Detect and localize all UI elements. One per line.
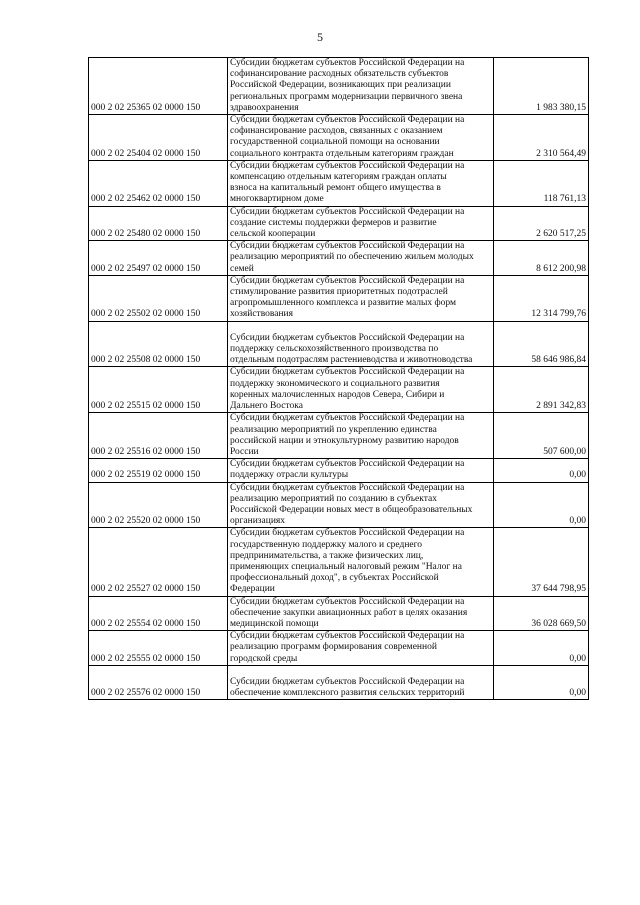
subsidy-description	[228, 459, 494, 482]
table-row	[89, 160, 589, 206]
description-line: реализацию мероприятий по укреплению единства	[230, 424, 437, 435]
description-line: хозяйствования	[230, 309, 293, 320]
subsidy-description	[228, 413, 494, 459]
amount: 0,00	[494, 459, 589, 482]
description-line: сельской кооперации	[230, 229, 316, 240]
table-row	[89, 58, 589, 115]
description-line: социального контракта отдельным категориям граждан	[230, 148, 454, 159]
subsidy-description	[228, 241, 494, 276]
description-line: обеспечение комплексного развития сельских территорий	[230, 688, 465, 699]
table-row	[89, 206, 589, 241]
budget-table	[88, 57, 589, 700]
description-line: агропромышленного комплекса и развитие малых форм	[230, 298, 457, 309]
amount: 0,00	[494, 631, 589, 666]
description-line: взноса на капитальный ремонт общего имущества в	[230, 183, 441, 194]
description-line: поддержку экономического и социального развития	[230, 378, 440, 389]
description-line	[230, 666, 491, 677]
description-line: Субсидии бюджетам субъектов Российской Федерации на	[230, 332, 465, 343]
amount: 507 600,00	[494, 413, 589, 459]
amount: 2 310 564,49	[494, 115, 589, 161]
description-line: Субсидии бюджетам субъектов Российской Федерации на	[230, 58, 465, 68]
subsidy-description	[228, 160, 494, 206]
description-line: Субсидии бюджетам субъектов Российской Федерации на	[230, 596, 465, 607]
description-line: региональных программ модернизации первичного звена	[230, 91, 463, 102]
budget-code: 000 2 02 25520 02 0000 150	[89, 482, 228, 528]
budget-code: 000 2 02 25480 02 0000 150	[89, 206, 228, 241]
table-row	[89, 459, 589, 482]
description-line: реализацию программ формирования современной	[230, 642, 437, 653]
description-line: Российской Федерации, возникающих при реализации	[230, 80, 451, 91]
description-line: предпринимательства, а также физических лиц,	[230, 550, 424, 561]
amount: 8 612 200,98	[494, 241, 589, 276]
description-line: поддержку сельскохозяйственного производства по	[230, 344, 439, 355]
budget-code: 000 2 02 25497 02 0000 150	[89, 241, 228, 276]
amount: 12 314 799,76	[494, 275, 589, 321]
amount: 0,00	[494, 665, 589, 700]
description-line: стимулирование развития приоритетных подотраслей	[230, 287, 448, 298]
subsidy-description	[228, 482, 494, 528]
table-row	[89, 367, 589, 413]
table-row	[89, 482, 589, 528]
amount: 2 891 342,83	[494, 367, 589, 413]
description-line: Субсидии бюджетам субъектов Российской Федерации на	[230, 413, 465, 424]
description-line: поддержку отрасли культуры	[230, 470, 349, 481]
description-line: медицинской помощи	[230, 618, 319, 629]
amount: 36 028 669,50	[494, 596, 589, 631]
subsidy-description	[228, 596, 494, 631]
description-line: Субсидии бюджетам субъектов Российской Федерации на	[230, 275, 465, 286]
table-row	[89, 665, 589, 700]
page-number: 5	[317, 30, 323, 44]
description-line: Дальнего Востока	[230, 401, 303, 412]
budget-code: 000 2 02 25554 02 0000 150	[89, 596, 228, 631]
description-line: Субсидии бюджетам субъектов Российской Федерации на	[230, 482, 465, 493]
budget-code: 000 2 02 25555 02 0000 150	[89, 631, 228, 666]
amount: 2 620 517,25	[494, 206, 589, 241]
description-line: многоквартирном доме	[230, 194, 324, 205]
subsidy-description	[228, 275, 494, 321]
description-line: софинансирование расходов, связанных с оказанием	[230, 126, 443, 137]
description-line: организациях	[230, 516, 286, 527]
subsidy-description	[228, 528, 494, 596]
subsidy-description	[228, 58, 494, 115]
description-line: российской нации и этнокультурному развитию народов	[230, 435, 459, 446]
description-line: России	[230, 446, 259, 457]
description-line: компенсацию отдельным категориям граждан оплаты	[230, 172, 447, 183]
subsidy-description	[228, 321, 494, 367]
budget-code: 000 2 02 25462 02 0000 150	[89, 160, 228, 206]
description-line: Субсидии бюджетам субъектов Российской Федерации на	[230, 241, 465, 252]
table-row	[89, 528, 589, 596]
description-line: Субсидии бюджетам субъектов Российской Федерации на	[230, 676, 465, 687]
budget-code: 000 2 02 25515 02 0000 150	[89, 367, 228, 413]
description-line: Субсидии бюджетам субъектов Российской Федерации на	[230, 115, 465, 126]
description-line: Субсидии бюджетам субъектов Российской Федерации на	[230, 528, 465, 539]
description-line: Субсидии бюджетам субъектов Российской Федерации на	[230, 367, 465, 378]
description-line: семей	[230, 263, 254, 274]
amount: 0,00	[494, 482, 589, 528]
description-line: Субсидии бюджетам субъектов Российской Федерации на	[230, 631, 465, 642]
table-row	[89, 413, 589, 459]
budget-code: 000 2 02 25527 02 0000 150	[89, 528, 228, 596]
description-line: Субсидии бюджетам субъектов Российской Федерации на	[230, 160, 465, 171]
table-row	[89, 321, 589, 367]
table-row	[89, 275, 589, 321]
description-line: софинансирование расходных обязательств субъектов	[230, 69, 449, 80]
amount: 1 983 380,15	[494, 58, 589, 115]
table-row	[89, 115, 589, 161]
description-line: применяющих специальный налоговый режим "Налог на	[230, 561, 462, 572]
amount: 58 646 986,84	[494, 321, 589, 367]
budget-code: 000 2 02 25508 02 0000 150	[89, 321, 228, 367]
description-line: здравоохранения	[230, 102, 299, 113]
description-line: государственной социальной помощи на основании	[230, 137, 440, 148]
description-line: городской среды	[230, 653, 298, 664]
budget-code: 000 2 02 25519 02 0000 150	[89, 459, 228, 482]
description-line: Субсидии бюджетам субъектов Российской Федерации на	[230, 459, 465, 470]
description-line: обеспечение закупки авиационных работ в целях оказания	[230, 607, 468, 618]
budget-code: 000 2 02 25404 02 0000 150	[89, 115, 228, 161]
budget-code: 000 2 02 25516 02 0000 150	[89, 413, 228, 459]
description-line: создание системы поддержки фермеров и развитие	[230, 217, 437, 228]
budget-code: 000 2 02 25502 02 0000 150	[89, 275, 228, 321]
table-row	[89, 241, 589, 276]
subsidy-description	[228, 665, 494, 700]
description-line: Федерации	[230, 584, 275, 595]
description-line: государственную поддержку малого и среднего	[230, 539, 423, 550]
description-line: коренных малочисленных народов Севера, Сибири и	[230, 389, 445, 400]
description-line: Российской Федерации новых мест в общеобразовательных	[230, 504, 473, 515]
amount: 37 644 798,95	[494, 528, 589, 596]
description-line: профессиональный доход", в субъектах Российской	[230, 573, 439, 584]
description-line: Субсидии бюджетам субъектов Российской Федерации на	[230, 206, 465, 217]
table-row	[89, 596, 589, 631]
subsidy-description	[228, 115, 494, 161]
description-line: реализацию мероприятий по созданию в субъектах	[230, 493, 438, 504]
subsidy-description	[228, 206, 494, 241]
description-line: реализацию мероприятий по обеспечению жильем молодых	[230, 252, 474, 263]
description-line: отдельным подотраслям растениеводства и животноводства	[230, 355, 473, 366]
budget-code: 000 2 02 25576 02 0000 150	[89, 665, 228, 700]
subsidy-description	[228, 367, 494, 413]
subsidy-description	[228, 631, 494, 666]
table-row	[89, 631, 589, 666]
budget-table-body	[89, 58, 589, 700]
budget-code: 000 2 02 25365 02 0000 150	[89, 58, 228, 115]
description-line	[230, 322, 491, 333]
amount: 118 761,13	[494, 160, 589, 206]
